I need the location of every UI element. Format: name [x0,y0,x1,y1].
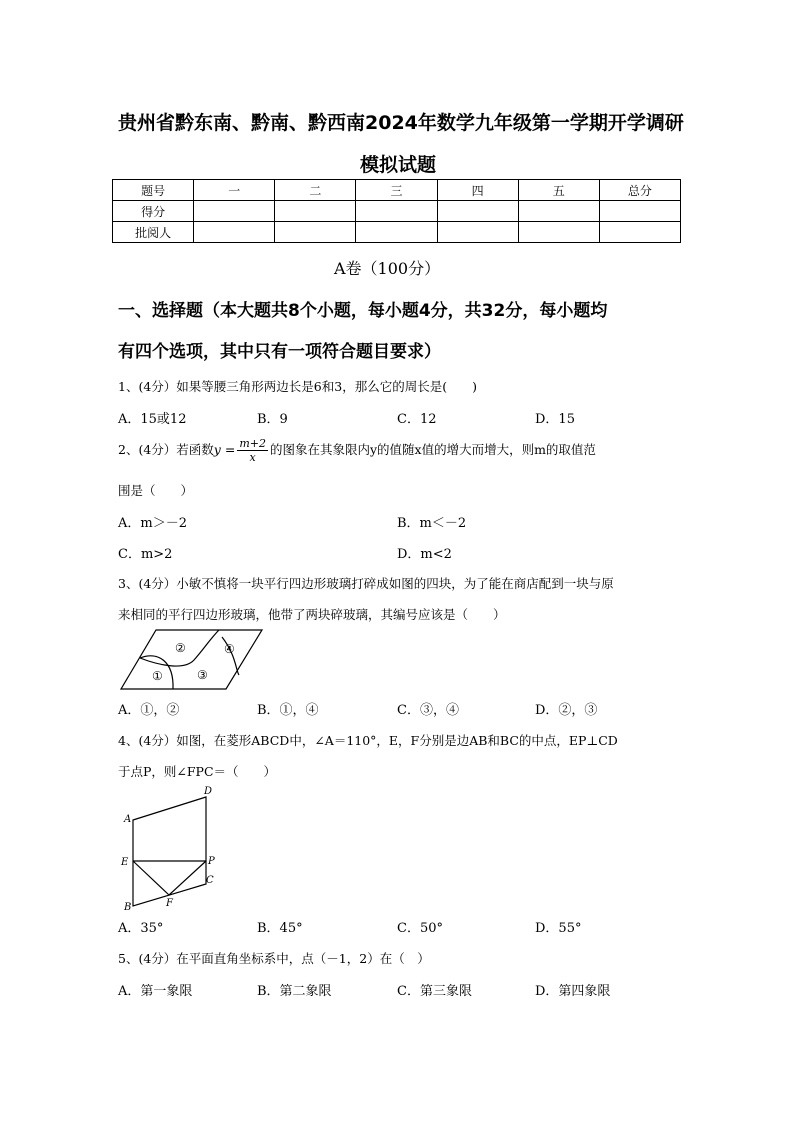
score-cell[interactable] [518,201,599,222]
section-a-heading: A卷（100分） [334,259,441,278]
point-label-f: F [166,898,173,909]
piece-label-4: ④ [224,642,235,656]
score-table-header: 题号 [113,180,194,201]
question-1-option-b[interactable]: B．9 [257,412,288,427]
fraction-denominator: x [249,451,256,464]
piece-label-2: ② [175,641,186,655]
question-2-post: 的图象在其象限内y的值随x值的增大而增大，则m的取值范 [269,442,596,457]
question-1-option-d[interactable]: D．15 [535,412,575,427]
question-3-option-b[interactable]: B．①，④ [257,703,319,718]
question-5-option-a[interactable]: A．第一象限 [118,984,193,999]
score-table-header: 一 [194,180,275,201]
question-4-text-line1: 4、(4分）如图，在菱形ABCD中，∠A＝110°，E，F分别是边AB和BC的中点，EP⊥CD [118,733,618,748]
question-3-text-line2: 来相同的平行四边形玻璃，他带了两块碎玻璃，其编号应该是（ ） [118,607,506,622]
question-4-option-a[interactable]: A．35° [118,921,164,936]
section1-heading-line1: 一、选择题（本大题共8个小题，每小题4分，共32分，每小题均 [118,301,608,321]
grader-cell[interactable] [194,222,275,243]
score-table-header: 总分 [599,180,680,201]
score-cell[interactable] [356,201,437,222]
grader-cell[interactable] [356,222,437,243]
point-label-c: C [206,875,214,886]
rhombus-figure [116,782,224,912]
question-2-text-line2: 围是（ ） [118,483,194,498]
document-title-line2: 模拟试题 [360,154,437,176]
score-cell[interactable] [437,201,518,222]
question-5-option-d[interactable]: D．第四象限 [535,984,611,999]
piece-label-3: ③ [197,668,208,682]
score-table-header: 五 [518,180,599,201]
fraction-numerator: m+2 [239,437,266,450]
score-table-header: 三 [356,180,437,201]
question-5-option-c[interactable]: C．第三象限 [397,984,472,999]
question-3-option-d[interactable]: D．②，③ [535,703,598,718]
grader-cell[interactable] [599,222,680,243]
question-2-pre: 2、(4分）若函数 [118,442,214,457]
score-row-label: 批阅人 [113,222,194,243]
section1-heading-line2: 有四个选项，其中只有一项符合题目要求） [118,342,441,362]
question-4-option-c[interactable]: C．50° [397,921,443,936]
score-table-header: 四 [437,180,518,201]
question-1-option-a[interactable]: A．15或12 [118,412,187,427]
point-label-a: A [124,814,132,825]
document-title-line1: 贵州省黔东南、黔南、黔西南2024年数学九年级第一学期开学调研 [118,112,684,134]
question-3-option-c[interactable]: C．③，④ [397,703,459,718]
question-2-option-b[interactable]: B．m＜－2 [397,516,467,531]
question-2-option-c[interactable]: C．m>2 [118,547,173,562]
question-2-option-d[interactable]: D．m<2 [397,547,452,562]
score-cell[interactable] [599,201,680,222]
question-2-text [118,437,596,464]
point-label-e: E [121,857,129,868]
grader-cell[interactable] [275,222,356,243]
score-table [112,179,681,243]
rhombus-abcd [133,797,206,906]
score-table-row [113,201,681,222]
question-3-text-line1: 3、(4分）小敏不慎将一块平行四边形玻璃打碎成如图的四块，为了能在商店配到一块与原 [118,576,614,591]
point-label-b: B [124,902,132,912]
question-4-text-line2: 于点P，则∠FPC＝（ ） [118,764,277,779]
piece-label-1: ① [152,669,163,683]
glass-pieces-figure [118,627,266,692]
question-5-text: 5、(4分）在平面直角坐标系中，点（－1，2）在（ ） [118,951,430,966]
grader-cell[interactable] [437,222,518,243]
question-3-option-a[interactable]: A．①，② [118,703,180,718]
question-2-option-a[interactable]: A．m＞－2 [118,516,187,531]
question-4-option-d[interactable]: D．55° [535,921,582,936]
score-cell[interactable] [194,201,275,222]
question-2-fraction [237,437,268,464]
score-row-label: 得分 [113,201,194,222]
question-4-option-b[interactable]: B．45° [257,921,303,936]
grader-cell[interactable] [518,222,599,243]
question-2-y-equals: y = [213,442,236,457]
point-label-d: D [204,786,213,797]
question-5-option-b[interactable]: B．第二象限 [257,984,332,999]
question-1-option-c[interactable]: C．12 [397,412,437,427]
score-table-header-row [113,180,681,201]
question-1-text: 1、(4分）如果等腰三角形两边长是6和3，那么它的周长是( ) [118,379,477,394]
score-table-header: 二 [275,180,356,201]
score-table-row [113,222,681,243]
segment-ef [133,861,169,895]
parallelogram-outline [121,630,262,689]
point-label-p: P [208,856,215,867]
score-cell[interactable] [275,201,356,222]
